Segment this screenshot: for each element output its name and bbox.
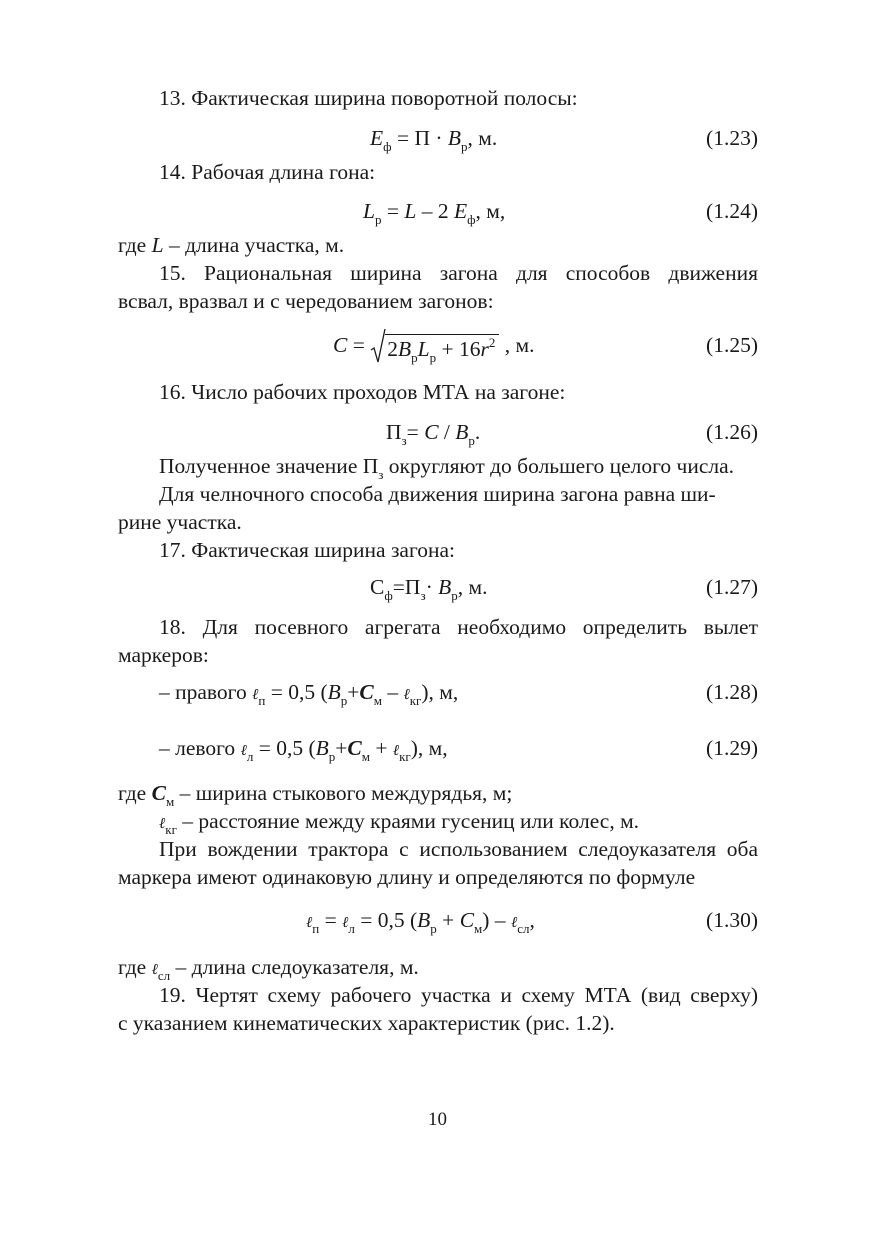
equation-number: (1.30) [706, 908, 758, 932]
where-word: где [118, 781, 147, 805]
item-13: 13. Фактическая ширина поворотной полосы: [159, 86, 578, 110]
equation-number: (1.24) [706, 199, 758, 223]
formula-1-27: $С_ф=П_з\cdot B_р$, м. [370, 575, 488, 603]
equation-1-23 [118, 124, 758, 152]
item-18-line2: маркеров: [118, 643, 209, 667]
prefix-left: – левого [159, 736, 236, 760]
where-L: где L – длина участка, м. [118, 233, 345, 257]
item-18-line1: 18. Для посевного агрегата необходимо определить вылет [159, 615, 758, 639]
formula-1-26: $П_з= C / B_р$. [386, 420, 481, 448]
equation-1-24 [118, 197, 758, 225]
rounded-prefix: Полученное значение [159, 454, 358, 478]
equation-number: (1.28) [706, 680, 758, 704]
where-lkg-text: – расстояние между краями гусениц или колес, м. [182, 809, 640, 833]
item-17: 17. Фактическая ширина загона: [159, 538, 456, 562]
item-16: 16. Число рабочих проходов МТА на загоне: [159, 380, 566, 404]
tractor-line1: При вождении трактора с использованием следоуказателя оба [159, 837, 758, 861]
item-14: 14. Рабочая длина гона: [159, 160, 376, 184]
equation-number: (1.23) [706, 126, 758, 150]
equation-1-27 [118, 573, 758, 601]
equation-number: (1.29) [706, 736, 758, 760]
shuttle-line2: рине участка. [118, 510, 242, 534]
prefix-right: – правого [159, 680, 247, 704]
equation-1-28 [118, 678, 758, 706]
formula-1-24: $L_р = L - 2$ $E_ф$, м, [363, 199, 506, 227]
tractor-line2: маркера имеют одинаковую длину и определяются по формуле [118, 865, 696, 889]
formula-1-29: – левого ℓ$_л$ = 0,5 ($B_р+C_м$ + ℓ$_{кг}$), м, [159, 736, 448, 764]
sqrt-symbol: $2B_рL_р + 16r^2$ [370, 334, 499, 364]
rounded-note: Полученное значение $П_з$ округляют до большего целого числа. [159, 454, 735, 482]
where-lsl: где ℓ$_{сл}$ – длина следоуказателя, м. [118, 955, 419, 983]
item-19-line2: с указанием кинематических характеристик (рис. 1.2). [118, 1011, 615, 1035]
equation-1-25 [118, 331, 758, 365]
rounded-text: округляют до большего целого числа. [388, 454, 735, 478]
shuttle-line1: Для челночного способа движения ширина загона равна ши- [159, 482, 716, 506]
equation-number: (1.27) [706, 575, 758, 599]
formula-1-25: C = $2B_рL_р + 16r^2$ , м. [333, 331, 534, 364]
item-15-line2: всвал, вразвал и с чередованием загонов: [118, 289, 494, 313]
item-19-line1: 19. Чертят схему рабочего участка и схему МТА (вид сверху) [159, 983, 758, 1007]
formula-1-30: ℓ$_п$ = ℓ$_л$ = 0,5 $(B_р + C_м)$ – ℓ$_{сл}$, [306, 908, 535, 936]
where-word: где [118, 233, 147, 257]
where-Cm-text: – ширина стыкового междурядья, м; [179, 781, 513, 805]
where-lkg: ℓ$_{кг}$ – расстояние между краями гусениц или колес, м. [159, 809, 640, 837]
formula-1-28: – правого ℓ$_п$ = 0,5 ($B_р+C_м$ – ℓ$_{кг}$), м, [159, 680, 459, 708]
where-Cm: где $C_м$ – ширина стыкового междурядья, м; [118, 781, 513, 809]
equation-1-30 [118, 906, 758, 934]
where-lsl-text: – длина следоуказателя, м. [175, 955, 419, 979]
equation-number: (1.25) [706, 333, 758, 357]
page-number: 10 [428, 1109, 447, 1130]
where-L-text: – длина участка, м. [168, 233, 345, 257]
equation-1-26 [118, 418, 758, 446]
item-15-line1: 15. Рациональная ширина загона для способов движения [159, 261, 758, 285]
equation-1-29 [118, 734, 758, 762]
equation-number: (1.26) [706, 420, 758, 444]
formula-1-23: $E_ф = П \cdot B_р$, м. [370, 126, 498, 154]
where-word: где [118, 955, 147, 979]
